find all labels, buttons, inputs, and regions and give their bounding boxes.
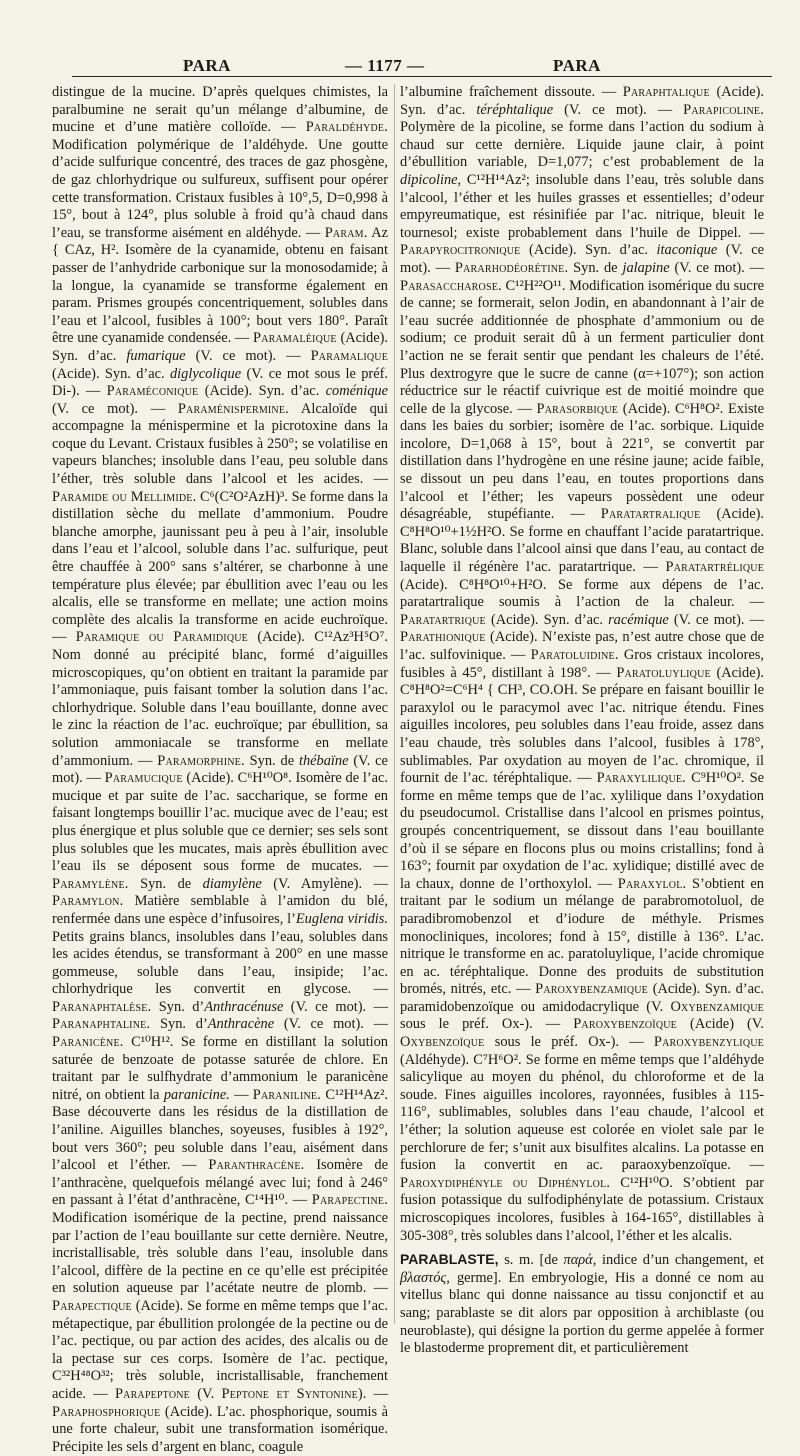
- text-run: S’obtient en traitant par le sodium un mélange de parabromotoluol, de paradibromobenzol et d’iodure de méthyle. Prismes monocliniques, incolores; fond à 15°, distille à 136°. L’ac. nitrique le transforme en ac. paratoluylique, l’acide chromique en ac. téréphtalique. Donne des produits de substitution bromés, nitrés, etc. —: [400, 875, 764, 998]
- text-run: (V. ce mot). —: [673, 611, 764, 628]
- entry-term-parathionique: Parathionique: [400, 629, 486, 646]
- italic-term: racémique: [608, 611, 669, 628]
- text-run: (Acide). L’ac. phosphorique, soumis à une forte chaleur, subit une transformation isomérique. Précipite les sels d’argent en blanc, coagule: [52, 1403, 388, 1455]
- header-right-keyword: PARA: [553, 56, 601, 75]
- entry-term-paramique: Paramique ou Paramidique: [75, 629, 248, 646]
- text-run: Syn. d’: [158, 998, 205, 1015]
- text-run: (V. ce mot sous le préf. Di-). —: [52, 365, 389, 400]
- entry-term-paratartrelique: Paratartrélique: [665, 559, 764, 576]
- text-run: Alcaloïde qui accompagne la ménispermine et la picrotoxine dans la coque du Levant. Cristaux fusibles à 250°; se volatilise en vapeurs blanches; insoluble dans l’eau, peu soluble dans l’éther, très soluble dans l’alcool et les acides. —: [52, 400, 388, 488]
- text-run: (Acide). C⁸H⁸O¹⁰+H²O. Se forme aux dépens de l’ac. paratartralique soumis à l’action de la chaleur. —: [400, 576, 764, 611]
- text-run: (Acide). Syn. d’ac.: [52, 365, 165, 382]
- page-number: — 1177 —: [345, 56, 425, 75]
- text-run: Syn. de: [573, 259, 618, 276]
- text-run: C⁶(C²O²AzH)³. Se forme dans la distillation sèche du mellate d’ammonium. Poudre blanche amorphe, jaunissant peu à peu à l’air, insoluble dans l’eau et l’alcool, soluble dans l’ac. sulfurique, peut être chauffée à 200° sans s’altérer, se charbonne à une température plus élevée; par ébullition avec l’eau ou les alcalis, elle se transforme en mellate; une action moins complète des alcalis la transforme en acide euchroïque. —: [52, 488, 388, 646]
- column-divider: [394, 84, 395, 1324]
- text-run: germe]. En embryologie, His a donné ce nom au vitellus blanc qui donne naissance au tissu conjonctif et au sang; parablaste se dit alors par opposition à archiblaste (ou neuroblaste), qui désigne la portion du germe appelée à former le blastoderme proprement dit, et particulièrement: [400, 1269, 764, 1357]
- entry-term-paroxybenzoique: Paroxybenzoïque: [573, 1016, 677, 1033]
- greek-term: παρά,: [563, 1252, 597, 1269]
- text-run: (V. ce mot). —: [290, 998, 388, 1015]
- text-run: Syn. d’: [160, 1016, 208, 1033]
- entry-term-paranicene: Paranicène.: [52, 1034, 124, 1051]
- entry-term-parasaccharose: Parasaccharose.: [400, 277, 502, 294]
- text-run: (Acide). C⁸H⁸O¹⁰+1½H²O. Se forme en chauffant l’acide paratartrique. Blanc, soluble dans l’alcool ainsi que dans l’eau, au contact de laquelle il régénère l’ac. paratartrique. —: [400, 506, 764, 576]
- text-run: (Acide). C⁶H⁸O². Existe dans les baies du sorbier; isomère de l’ac. sorbique. Liquide incolore, D=1,068 à 15°, bout à 221°, se convertit par distillation dans l’hydrogène en une résine jaune; acide faible, se dissout un peu dans l’eau, en toutes proportions dans l’alcool et l’éther; les vapeurs possèdent une odeur désagréable, stupéfiante. —: [400, 400, 765, 523]
- text-run: (Acide) (V.: [690, 1016, 764, 1033]
- entry-term-parasorbique: Parasorbique: [536, 400, 619, 417]
- entry-term-paraldehyde: Paraldéhyde.: [305, 119, 389, 136]
- entry-term-paroxybenzylique: Paroxybenzylique: [653, 1034, 764, 1051]
- text-run: indice d’un changement, et: [602, 1252, 764, 1269]
- text-run: (V. ce mot). —: [195, 347, 301, 364]
- italic-term: jalapine: [622, 259, 670, 276]
- text-run: (Aldéhyde). C⁷H⁶O². Se forme en même temps que l’aldéhyde salicylique au moyen du phénol, du chloroforme et de la soude. Fines aiguilles incolores, rayonnées, fusibles à 115-116°, sublimables, solubles dans l’eau chaude, l’alcool et l’éther; la solution aqueuse est colorée en violet sale par le perchlorure de fer; s’unit aux bisulfites alcalins. La potasse en fusion la convertit en ac. paraoxybenzoïque. —: [400, 1051, 764, 1174]
- text-run: Syn. de: [249, 752, 295, 769]
- text-run: Polymère de la picoline, se forme dans l’action du sodium à chaud sur cette dernière. Liquide jaune clair, à point d’ébullition variable, D=1,077; c’est probablement de la: [400, 119, 764, 171]
- italic-term: coménique: [325, 383, 388, 400]
- entry-term-paramaleique: Paramaléique: [253, 330, 337, 347]
- text-run: Gros cristaux incolores, fusibles à 45°, distillant à 198°. —: [400, 647, 765, 681]
- entry-term-paraphosphorique: Paraphosphorique: [52, 1403, 161, 1420]
- text-run: C¹⁰H¹². Se forme en distillant la solution saturée de benzoate de potasse saturée de chlore. En traitant par le sulfhydrate d’ammonium le paranicène nitré, on obtient la: [52, 1034, 388, 1103]
- right-column: [400, 84, 765, 1357]
- text-run: (Acide). Syn. d’ac.: [400, 84, 764, 118]
- text-run: C¹²H²²O¹¹. Modification isomérique du sucre de canne; se formerait, selon Jodin, en abandonnant à l’air de l’eau sucrée additionnée de phosphate d’ammonium ou de sodium; ce produit serait dû à un ferment particulier dont l’action ne se ferait sentir que pendant les chaleurs de l’été. Plus dextrogyre que le sucre de canne (α=+107°); son action réductrice sur le réactif cuivrique est de moitié moindre que celle de la glycose. —: [400, 277, 764, 417]
- entry-term-paroxydiphenyle: Paroxydiphényle ou Diphénylol.: [400, 1174, 611, 1191]
- text-run: C¹²H¹⁰O. S’obtient par fusion potassique du sulfodiphénylate de potassium. Cristaux microscopiques incolores, fusibles à 164-165°, distillables à 305-308°, très solubles dans l’alcool, l’éther et les alcalis.: [400, 1174, 764, 1244]
- italic-term: fumarique: [126, 347, 186, 364]
- text-run: (V. Amylène). —: [273, 875, 388, 892]
- text-run: —: [234, 1086, 249, 1103]
- text-run: Syn. de: [140, 875, 192, 892]
- entry-term-paraxylol: Paraxylol.: [617, 875, 687, 892]
- right-text-block: [400, 84, 764, 1245]
- text-run: l’albumine fraîchement dissoute. —: [400, 84, 617, 100]
- italic-term: dipicoline,: [400, 171, 462, 188]
- text-run: (V. ce mot). —: [400, 242, 764, 276]
- italic-term: paranicine.: [163, 1086, 230, 1103]
- entry-term-paratartrique: Paratartrique: [400, 611, 486, 628]
- entry-term-paramylon: Paramylon.: [52, 893, 124, 910]
- text-run: (V. ce mot). —: [564, 101, 673, 118]
- text-run: sous le préf. Ox-). —: [494, 1034, 644, 1051]
- text-run: Petits grains blancs, insolubles dans l’eau, solubles dans les acides étendus, se transformant à 200° en une masse gommeuse, soluble dans l’eau, insipide; l’ac. chlorhydrique les convertit en glycose. —: [52, 928, 388, 998]
- headword: PARABLASTE,: [400, 1251, 499, 1268]
- left-text-block: [52, 84, 388, 1456]
- text-run: Modification polymérique de l’aldéhyde. Une goutte d’acide sulfurique concentré, des traces de gaz phosgène, de gaz chlorhydrique ou sulfureux, suffisent pour opérer cette transformation. Cristaux fusibles à 10°,5, D=0,998 à 15°, bout à 124°, plus soluble à froid qu’à chaud dans l’eau, se transforme aisément en aldéhyde. —: [52, 136, 388, 241]
- text-run: (Acide). Syn. d’ac.: [529, 242, 648, 259]
- text-run: (Acide). Syn. d’ac. paramidobenzoïque ou amidodacrylique (V.: [400, 981, 764, 1015]
- entry-term-parapectique: Parapectique: [52, 1297, 132, 1314]
- text-run: (Acide). N’existe pas, n’est autre chose que de l’ac. sulfovinique. —: [400, 629, 764, 663]
- text-run: (Acide). Syn. d’ac.: [52, 330, 388, 364]
- text-run: C⁹H¹⁰O². Se forme en même temps que de l’ac. xylilique dans l’oxydation du pseudocumol. Cristallise dans l’alcool en prismes pointus, groupés concentriquement, se dissout dans l’eau bouillante d’où il se sépare en flocons plus ou moins cristallins; fond à 163°; fournit par oxydation de l’ac. xylidique; distillé avec de la chaux, donne de l’orthoxylol. —: [400, 770, 765, 892]
- cross-reference: Oxybenzoïque: [400, 1034, 485, 1051]
- headword-entry-parablaste: [400, 1251, 764, 1358]
- text-run: (V. ce mot). —: [283, 1016, 388, 1033]
- header-left-keyword: PARA: [183, 56, 231, 75]
- text-run: (Acide). C⁶H¹⁰O⁸. Isomère de l’ac. mucique et par suite de l’ac. saccharique, se forme en faisant longtemps bouillir l’ac. mucique avec de l’eau; est plus énergique et plus soluble que ce dernier; ses sels sont plus solubles que les mucates, mais après ébullition avec l’eau ils se déposent sous forme de mucates. —: [52, 770, 389, 875]
- text-run: Matière semblable à l’amidon du blé, renfermée dans une espèce d’infusoires, l’: [52, 893, 388, 927]
- entry-term-paramylene: Paramylène.: [52, 875, 129, 892]
- entry-term-paraniline: Paraniline.: [252, 1086, 322, 1103]
- entry-term-parapyrocitronique: Parapyrocitronique: [400, 242, 521, 259]
- italic-term: téréphtalique: [476, 101, 554, 118]
- entry-term-paratartralique: Paratartralique: [600, 506, 701, 523]
- text-run: C¹²H¹⁴Az². Base découverte dans les résidus de la distillation de l’aniline. Aiguilles blanches, soyeuses, fusibles à 192°, bout vers 360°; peu soluble dans l’eau, aisément dans l’alcool et l’éther. —: [52, 1086, 388, 1174]
- entry-term-paramenispermine: Paraménispermine.: [177, 400, 289, 417]
- italic-term: Anthracénuse: [204, 998, 284, 1015]
- text-run: Az { CAz, H². Isomère de la cyanamide, obtenu en faisant passer de l’anhydride carbonique sur la monosodamide; à la longue, la cyanamide se transforme également en param. Prismes groupés concentriquement, solubles dans l’eau et l’alcool, fusibles à 100°; bout vers 180°. Paraît être une cyanamide condensée. —: [52, 224, 388, 347]
- text-run: (Acide). C⁸H⁸O²=C⁶H⁴ { CH³, CO.OH. Se prépare en faisant bouillir le paraxylol ou le paracymol avec l’ac. nitrique étendu. Fines aiguilles incolores, peu solubles dans l’eau froide, assez dans l’eau chaude, très solubles dans l’alcool, fusibles à 178°, sublimables. Par oxydation au moyen de l’ac. chromique, il fournit de l’ac. téréphtalique. —: [400, 664, 764, 787]
- text-run: (Acide). C¹²Az³H⁵O⁷. Nom donné au précipité blanc, formé d’aiguilles microscopiques, qu’on obtient en traitant la paramide par l’ammoniaque, puis faisant tomber la solution dans l’ac. chlorhydrique. Soluble dans l’eau bouillante, donne avec le zinc la réaction de l’ac. euchroïque; par ébullition, sa solution ammoniacale se transforme en mellate d’ammonium. —: [52, 629, 388, 769]
- entry-term-pararhodeoretine: Pararhodéorétine.: [454, 259, 569, 276]
- italic-term: Anthracène: [207, 1016, 275, 1033]
- text-run: sous le préf. Ox-). —: [400, 1016, 561, 1033]
- text-run: C¹²H¹⁴Az²; insoluble dans l’eau, très soluble dans l’alcool, l’éther et les huiles grasses et essentielles; d’odeur empyreumatique, est résinifiée par l’ac. nitrique, bleuit le tournesol; existe probablement dans l’huile de Dippel. —: [400, 171, 764, 241]
- entry-term-paramide: Paramide ou Mellimide.: [52, 488, 197, 505]
- running-header: [0, 52, 800, 82]
- italic-term: Euglena viridis.: [295, 910, 388, 927]
- entry-term-paranaphtalese: Paranaphtalèse.: [52, 998, 152, 1015]
- entry-term-parapicoline: Parapicoline.: [683, 101, 764, 118]
- italic-term: itaconique: [656, 242, 718, 259]
- text-run: (Acide). Syn. d’ac.: [204, 383, 320, 400]
- entry-term-parapeptone: Parapeptone: [114, 1385, 190, 1402]
- text-run: Modification isomérique de la pectine, prend naissance par l’action de l’eau bouillante sur cette dernière. Neutre, incristallisable, très soluble dans l’eau, insoluble dans l’alcool, diffère de la pectine en ce qu’elle est précipitée en solution aqueuse par l’acétate neutre de plomb. —: [52, 1210, 388, 1297]
- left-column: [52, 84, 389, 1455]
- header-rule: [72, 76, 772, 77]
- text-run: Isomère de l’anthracène, quelquefois mélangé avec lui; fond à 246° en passant à l’état d’anthracène, C¹⁴H¹⁰. —: [52, 1157, 389, 1209]
- cross-reference: Oxybenzamique: [670, 998, 764, 1015]
- entry-term-paramalique: Paramalique: [310, 347, 388, 364]
- cross-reference: Peptone et Syntonine: [221, 1385, 358, 1402]
- text-run: (Acide). Se forme en même temps que l’ac. métapectique, par ébullition prolongée de la pectine ou de l’ac. pectique, ou par action des acides, des alcalis ou de la pectase sur ces corps. Isomère de l’ac. pectique, C³²H⁴⁸O³²; très soluble, incristallisable, franchement acide. —: [52, 1297, 388, 1402]
- entry-term-paramucique: Paramucique: [104, 770, 183, 787]
- entry-term-param: Param.: [324, 224, 368, 241]
- entry-term-paranthracene: Paranthracène.: [208, 1157, 305, 1174]
- text-run: distingue de la mucine. D’après quelques chimistes, la paralbumine ne serait qu’un mélange d’albumine, de mucine et d’une matière colloïde. —: [52, 84, 388, 136]
- entry-term-parameconique: Paraméconique: [106, 383, 199, 400]
- text-run: ). —: [357, 1385, 388, 1402]
- text-run: (Acide). Syn. d’ac.: [490, 611, 603, 628]
- italic-term: diamylène: [202, 875, 262, 892]
- entry-term-paratoluidine: Paratoluidine.: [530, 647, 619, 663]
- entry-term-paramorphine: Paramorphine.: [157, 752, 245, 769]
- text-run: s. m. [de: [504, 1252, 558, 1269]
- text-run: (V. ce mot). —: [52, 752, 388, 787]
- entry-term-paratoluylique: Paratoluylique: [616, 664, 711, 681]
- entry-term-paraxylilique: Paraxylilique.: [596, 770, 686, 787]
- entry-term-paranaphtaline: Paranaphtaline.: [52, 1016, 151, 1033]
- text-run: (V. ce mot). —: [674, 259, 764, 276]
- text-run: (V. ce mot). —: [52, 400, 166, 417]
- greek-term: βλαστός,: [400, 1269, 450, 1286]
- text-run: (V.: [197, 1385, 215, 1402]
- entry-term-paroxybenzamique: Paroxybenzamique: [535, 981, 648, 998]
- entry-term-paraphtalique: Paraphtalique: [622, 84, 710, 100]
- italic-term: diglycolique: [169, 365, 242, 382]
- entry-term-parapectine: Parapectine.: [311, 1192, 388, 1209]
- italic-term: thébaïne: [298, 752, 349, 769]
